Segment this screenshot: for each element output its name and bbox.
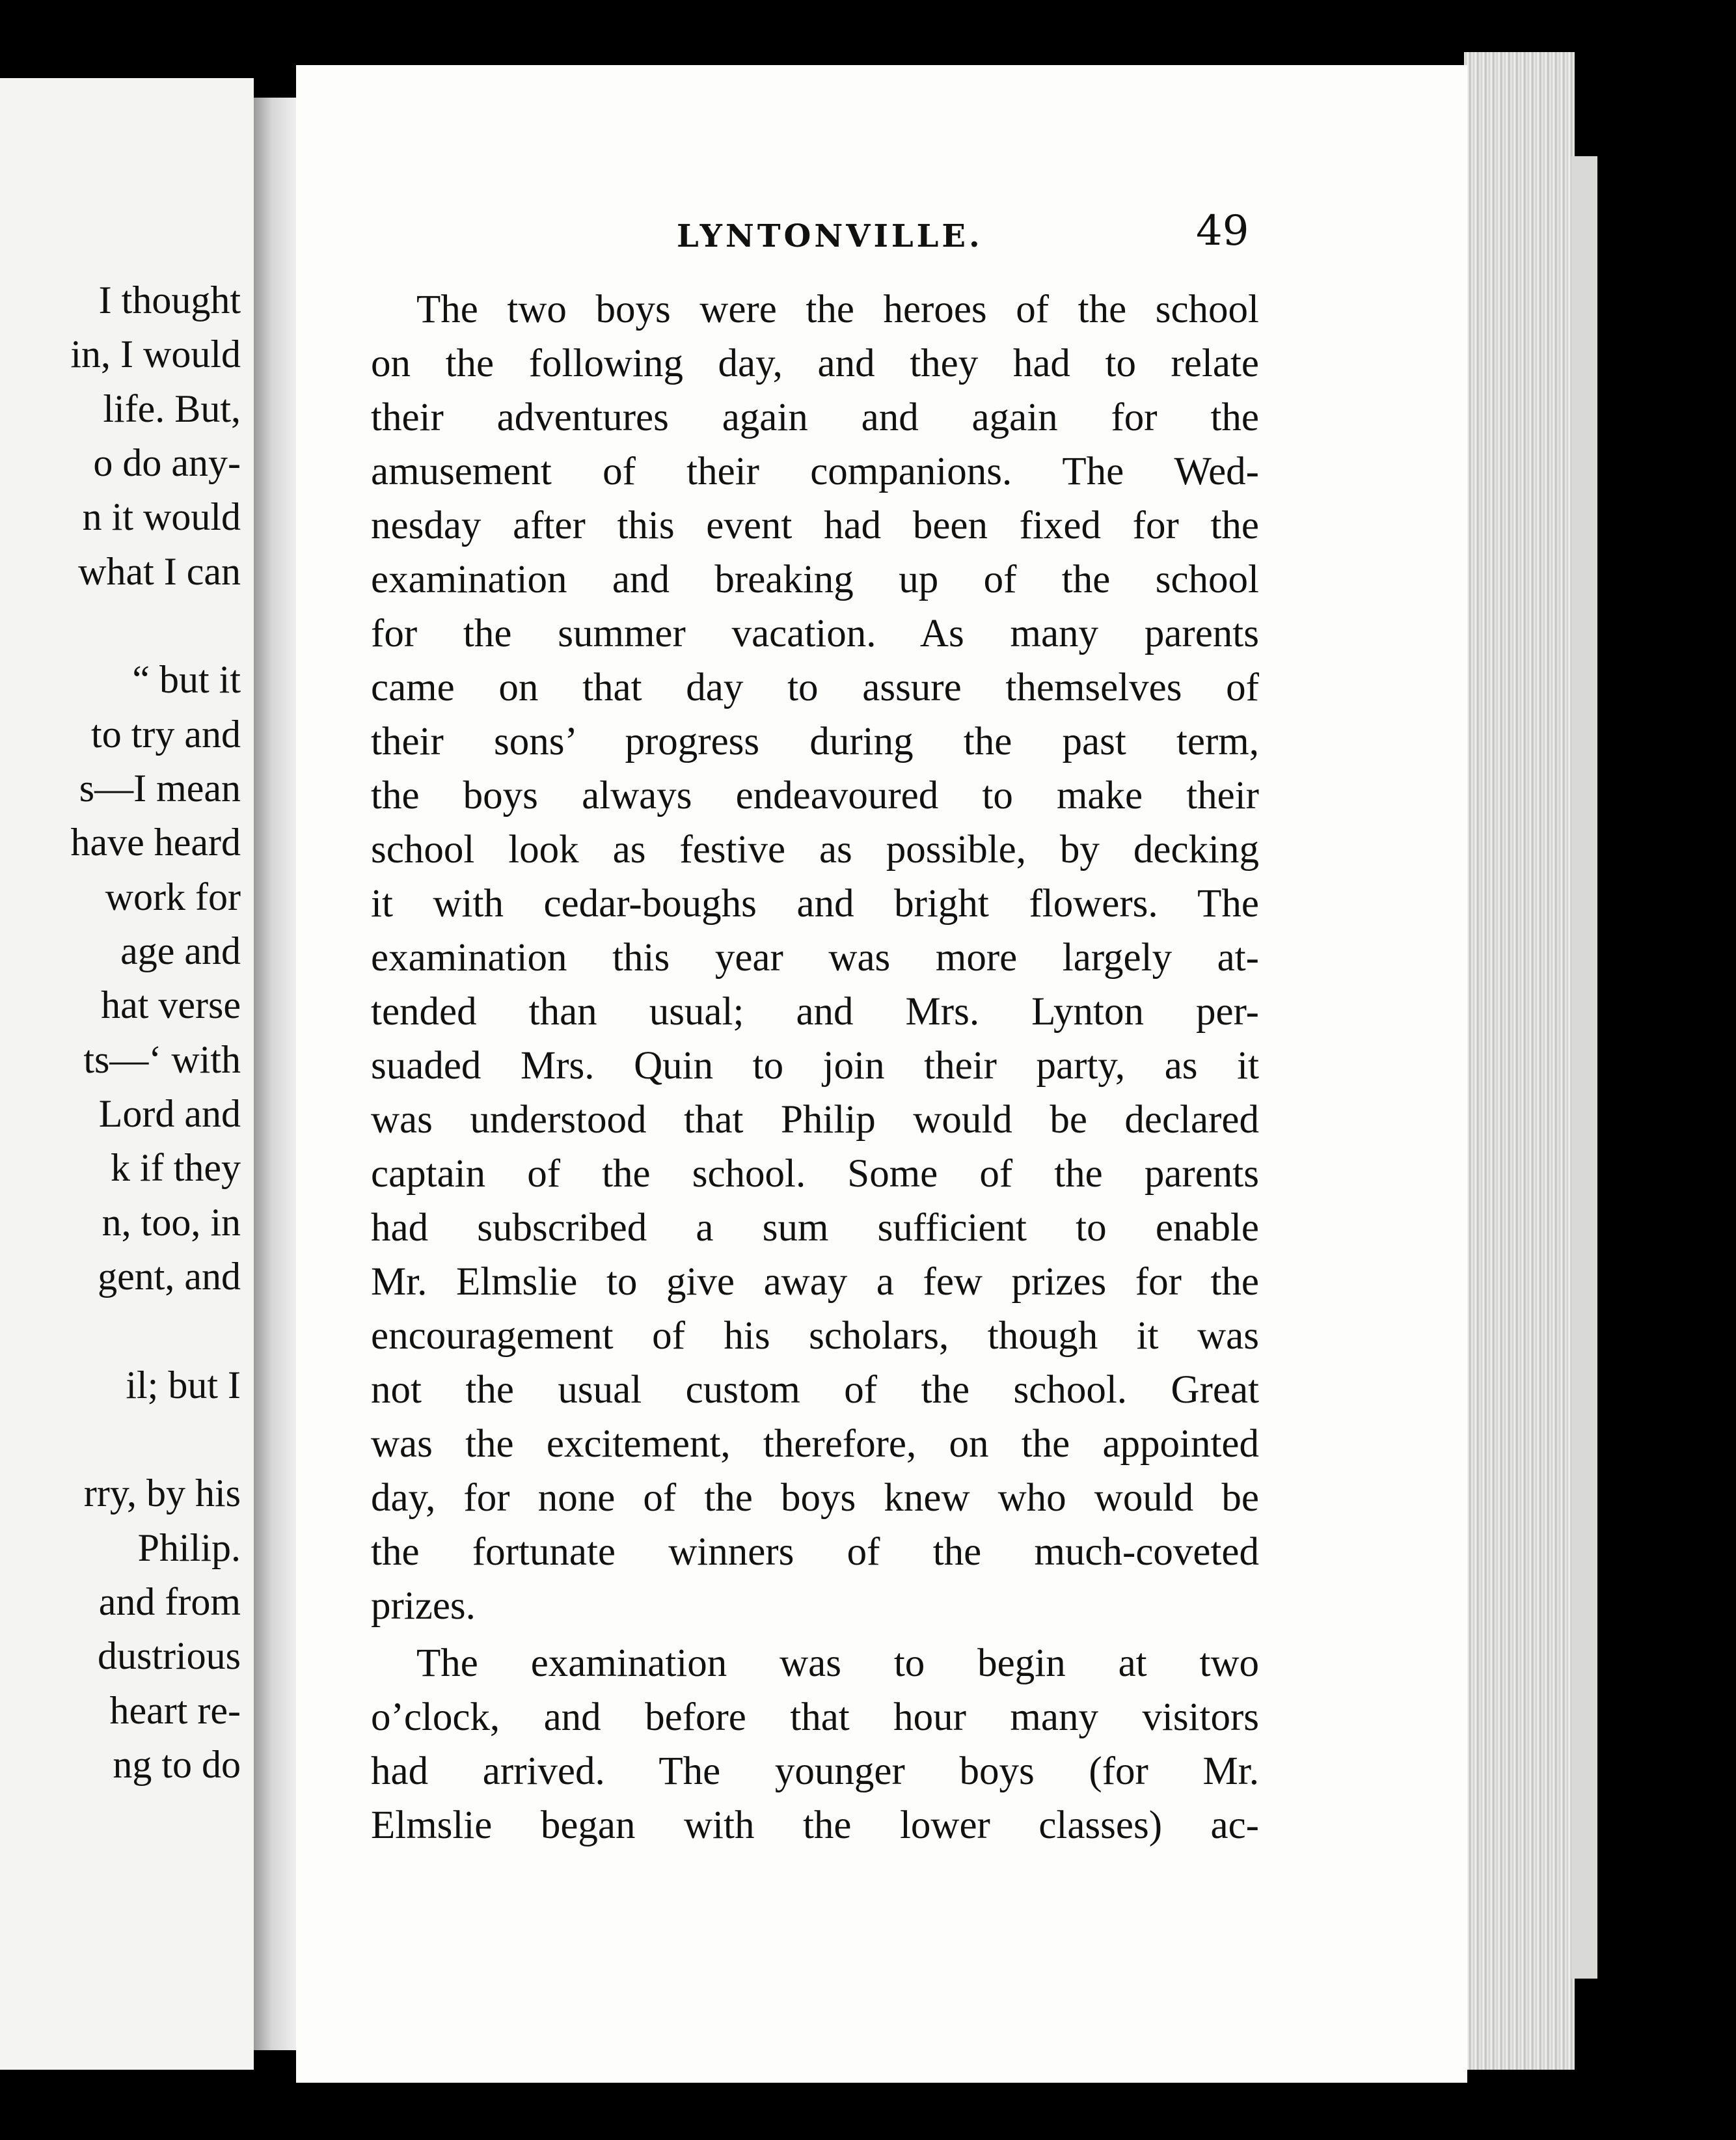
left-page-line: ng to do bbox=[113, 1743, 241, 1786]
body-line: examination and breaking up of the school bbox=[371, 558, 1259, 601]
left-page-line: s—I mean bbox=[79, 767, 241, 810]
left-page-line: “ but it bbox=[132, 658, 241, 701]
left-page-line: Philip. bbox=[137, 1526, 241, 1569]
body-line: school look as festive as possible, by decking bbox=[371, 828, 1259, 871]
body-line: the fortunate winners of the much-coveted bbox=[371, 1530, 1259, 1574]
left-page-line: I thought bbox=[98, 279, 241, 322]
body-line: prizes. bbox=[371, 1584, 476, 1628]
left-page-line: age and bbox=[120, 929, 241, 972]
left-page-line: Lord and bbox=[98, 1092, 241, 1135]
left-page-line: n it would bbox=[82, 495, 241, 538]
body-line: The two boys were the heroes of the school bbox=[416, 288, 1259, 331]
left-page-line: il; but I bbox=[126, 1364, 241, 1406]
body-line: their adventures again and again for the bbox=[371, 396, 1259, 439]
body-line: tended than usual; and Mrs. Lynton per- bbox=[371, 990, 1259, 1034]
book-gutter bbox=[254, 98, 299, 2050]
page-edges-back bbox=[1571, 156, 1597, 1979]
left-page-line: ts—‘ with bbox=[83, 1038, 241, 1081]
body-line: nesday after this event had been fixed for the bbox=[371, 504, 1259, 547]
body-line: amusement of their companions. The Wed- bbox=[371, 450, 1259, 493]
left-page bbox=[0, 78, 254, 2070]
body-line: for the summer vacation. As many parents bbox=[371, 612, 1259, 655]
left-page-line: o do any- bbox=[93, 441, 241, 484]
running-head: LYNTONVILLE. bbox=[677, 218, 983, 254]
left-page-line: k if they bbox=[111, 1146, 241, 1189]
left-page-line: in, I would bbox=[70, 333, 241, 376]
page-edges bbox=[1464, 52, 1575, 2070]
body-line: o’clock, and before that hour many visitors bbox=[371, 1695, 1259, 1739]
left-page-line: have heard bbox=[70, 821, 241, 864]
body-line: the boys always endeavoured to make their bbox=[371, 774, 1259, 817]
body-line: examination this year was more largely at- bbox=[371, 936, 1259, 980]
body-line: not the usual custom of the school. Great bbox=[371, 1368, 1259, 1412]
body-line: it with cedar-boughs and bright flowers. The bbox=[371, 882, 1259, 926]
body-line: their sons’ progress during the past term, bbox=[371, 720, 1259, 763]
left-page-line: hat verse bbox=[101, 983, 241, 1026]
left-page-line: gent, and bbox=[98, 1255, 241, 1298]
body-line: had subscribed a sum sufficient to enable bbox=[371, 1206, 1259, 1250]
left-page-line: work for bbox=[105, 875, 241, 918]
left-page-line: life. But, bbox=[103, 387, 241, 430]
body-line: Elmslie began with the lower classes) ac- bbox=[371, 1804, 1259, 1847]
body-line: had arrived. The younger boys (for Mr. bbox=[371, 1749, 1259, 1793]
left-page-line: rry, by his bbox=[83, 1472, 241, 1515]
body-line: encouragement of his scholars, though it was bbox=[371, 1314, 1259, 1358]
body-line: captain of the school. Some of the parents bbox=[371, 1152, 1259, 1196]
left-page-line: and from bbox=[98, 1580, 241, 1623]
body-line: The examination was to begin at two bbox=[416, 1641, 1259, 1685]
left-page-line: dustrious bbox=[97, 1634, 241, 1677]
page-number: 49 bbox=[1196, 207, 1249, 255]
body-line: day, for none of the boys knew who would be bbox=[371, 1476, 1259, 1520]
left-page-line: to try and bbox=[91, 713, 241, 756]
body-line: on the following day, and they had to relate bbox=[371, 342, 1259, 385]
body-line: suaded Mrs. Quin to join their party, as it bbox=[371, 1044, 1259, 1088]
body-line: was understood that Philip would be declared bbox=[371, 1098, 1259, 1142]
left-page-line: n, too, in bbox=[102, 1201, 241, 1244]
body-line: was the excitement, therefore, on the appointed bbox=[371, 1422, 1259, 1466]
left-page-line: what I can bbox=[78, 550, 241, 593]
body-line: Mr. Elmslie to give away a few prizes for the bbox=[371, 1260, 1259, 1304]
body-line: came on that day to assure themselves of bbox=[371, 666, 1259, 709]
left-page-line: heart re- bbox=[109, 1689, 241, 1732]
